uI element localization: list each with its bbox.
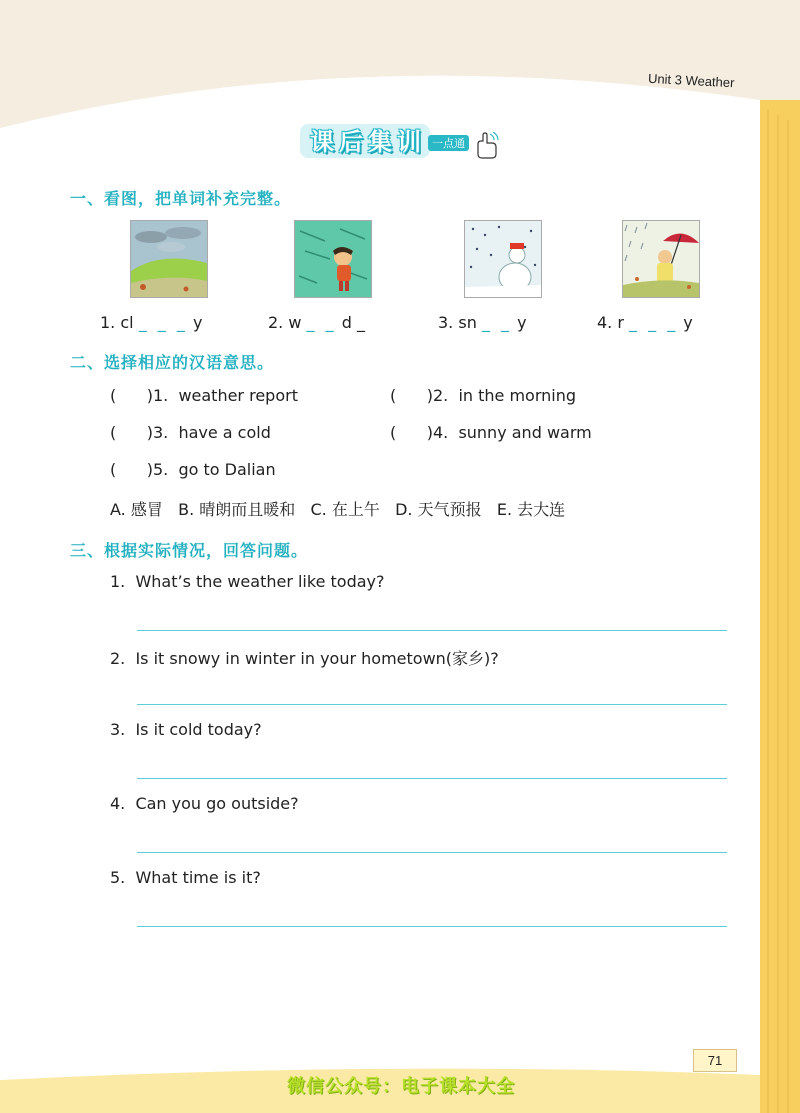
word-suffix: d _ <box>341 313 365 332</box>
word-item-2 <box>268 313 365 332</box>
word-suffix: y <box>683 313 693 332</box>
question-3: 3. Is it cold today? <box>110 720 262 739</box>
windy-scene-image <box>294 220 372 298</box>
item-number: 3. <box>438 313 454 332</box>
word-prefix: r <box>617 313 624 332</box>
banner-title: 课后集训 <box>310 128 426 156</box>
matching-item-4[interactable]: ( )4. sunny and warm <box>390 423 592 442</box>
question-1: 1. What’s the weather like today? <box>110 572 385 591</box>
matching-item-2[interactable]: ( )2. in the morning <box>390 386 577 405</box>
section2-title: 二、选择相应的汉语意思。 <box>70 353 275 372</box>
item-number: 1. <box>100 313 116 332</box>
word-prefix: w <box>288 313 302 332</box>
question-4: 4. Can you go outside? <box>110 794 299 813</box>
section-banner <box>298 120 503 162</box>
answer-line-5[interactable] <box>137 926 727 927</box>
matching-item-1[interactable]: ( )1. weather report <box>110 386 298 405</box>
word-suffix: y <box>517 313 527 332</box>
question-2: 2. Is it snowy in winter in your hometown(家乡)? <box>110 649 499 668</box>
unit-header: Unit 3 Weather <box>647 70 735 91</box>
banner-subtitle: 一点通 <box>428 135 469 151</box>
snowy-scene-image <box>464 220 542 298</box>
word-blank[interactable]: _ _ <box>481 313 513 332</box>
section3-title: 三、根据实际情况，回答问题。 <box>70 541 309 560</box>
answer-line-4[interactable] <box>137 852 727 853</box>
answer-line-2[interactable] <box>137 704 727 705</box>
word-blank[interactable]: _ _ _ <box>629 313 679 332</box>
answer-line-1[interactable] <box>137 630 727 631</box>
question-5: 5. What time is it? <box>110 868 261 887</box>
item-number: 2. <box>268 313 284 332</box>
matching-item-3[interactable]: ( )3. have a cold <box>110 423 271 442</box>
watermark-text: 微信公众号：电子课本大全 <box>287 1076 515 1097</box>
word-item-3 <box>438 313 527 332</box>
word-blank[interactable]: _ _ <box>306 313 337 332</box>
matching-item-5[interactable]: ( )5. go to Dalian <box>110 460 276 479</box>
answer-line-3[interactable] <box>137 778 727 779</box>
word-prefix: cl <box>120 313 134 332</box>
item-number: 4. <box>597 313 613 332</box>
cloudy-scene-image <box>130 220 208 298</box>
word-item-4 <box>597 313 693 332</box>
page-number: 71 <box>693 1049 737 1072</box>
rainy-scene-image <box>622 220 700 298</box>
section1-title: 一、看图，把单词补充完整。 <box>70 189 292 208</box>
word-prefix: sn <box>458 313 477 332</box>
pointing-hand-icon <box>474 132 500 160</box>
word-suffix: y <box>192 313 203 332</box>
matching-options: A. 感冒 B. 晴朗而且暖和 C. 在上午 D. 天气预报 E. 去大连 <box>110 500 566 519</box>
word-item-1 <box>100 313 202 332</box>
word-blank[interactable]: _ _ _ <box>138 313 188 332</box>
